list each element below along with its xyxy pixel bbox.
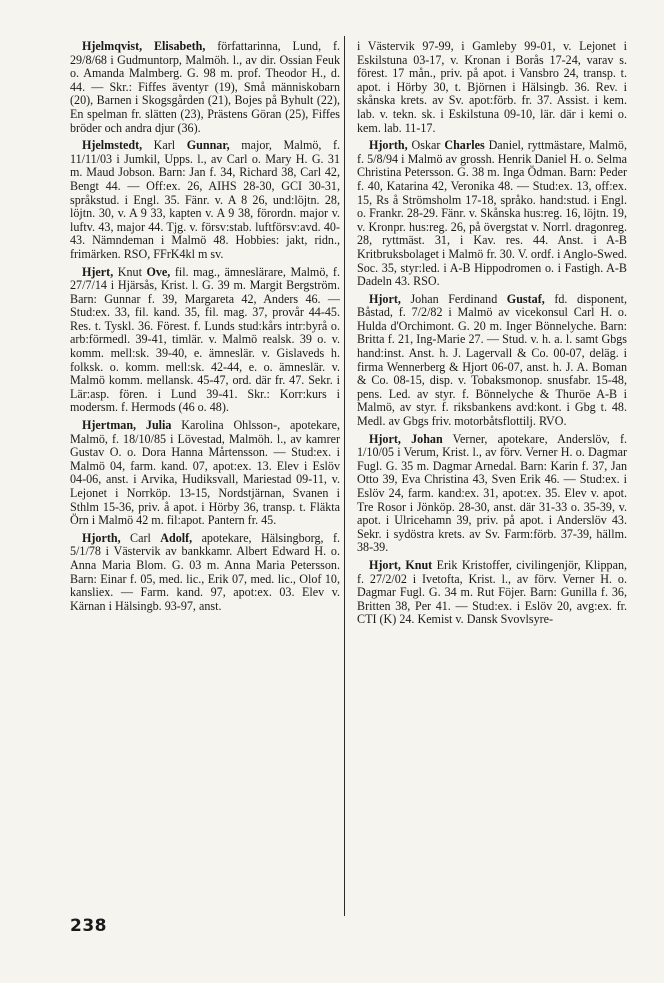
entry-hjort-gustaf — [357, 293, 627, 429]
right-column — [357, 40, 627, 631]
entry-text: fil. mag., ämneslärare, Malmö, f. 27/7/14 i Hjärsås, Krist. l. G. 39 m. Margit Bergström. Barn: Gunnar f. 39, Margareta 42, Anders 46. — Stud:ex. 33, fil. kand. 35, fil. mag. 37, provår 44-45. Res. t. Tyskl. 36. Förest. f. Lunds stud:kårs intr:byrå o. arb:förmedl. 39-41, timlär. v. Malmö realsk. 39 o. v. komm. mell:sk. 39-40, e. ämneslär. v. Gislaveds h. folksk. o. komm. mell:sk. 42-44, e. o. ämneslär. v. Malmö komm. mellansk. 45-47, ord. där fr. 47. Sekr. i Lär:asp. fören. i Lund 39-41. Skr.: Korr:kurs i modersm. f. Hermods (46 o. 48). — [70, 264, 340, 415]
entry-surname: Hjertman, Julia — [82, 418, 172, 433]
entry-surname: Hjort, — [369, 431, 401, 446]
entry-text: författarinna, Lund, f. 29/8/68 i Gudmuntorp, Malmöh. l., av dir. Ossian Feuk o. Amanda Malmberg. G. 98 m. prof. Theodor H., d. 44. — Skr.: Fiffes äventyr (19), Små människobarn (20), Barnen i Skogsgården (21), Bojes på Byhult (22), En spelman fr. slätten (23), Prästens Göran (25), Fiffes bröder och andra djur (36). — [70, 39, 341, 135]
entry-given-names: Carl — [130, 530, 151, 545]
entry-call-name: Charles — [444, 138, 485, 153]
entry-hjelmqvist — [70, 40, 340, 135]
left-column — [70, 40, 340, 617]
entry-continuation — [357, 40, 627, 135]
entry-call-name: Adolf, — [160, 530, 193, 545]
entry-surname: Hjorth, — [369, 138, 408, 153]
page-number: 238 — [70, 916, 107, 936]
entry-surname: Hjert, — [82, 264, 114, 279]
entry-hjort-johan — [357, 433, 627, 555]
entry-surname: Hjorth, — [82, 530, 121, 545]
entry-text: major, Malmö, f. 11/11/03 i Jumkil, Upps. l., av Carl o. Mary H. G. 31 m. Maud Jobson. Barn: Jan f. 34, Richard 38, Carl 42, Bengt 44. — Off:ex. 26, AIHS 28-30, GCI 30-31, språkstud. i Engl. 35. Fänr. v. A 8 26, und:löjtn. 28, löjtn. 30, v. A 9 33, kapten v. A 9 38, förordn. major v. luftv. 43, major 44. Tjg. v. försv:stab. luftförsv:avd. 40-43. Nämndeman i Malmö 48. Hobbies: jakt, ridn., frimärken. RSO, FFrK4kl m sv. — [70, 138, 341, 261]
entry-text: apotekare, Hälsingborg, f. 5/1/78 i Västervik av bankkamr. Albert Edward H. o. Anna Maria Blom. G. 03 m. Anna Maria Petersson. Barn: Einar f. 05, med. lic., Erik 07, med. lic., Olof 10, kansliex. — Farm. kand. 97, apot:ex. 03. Elev v. Kärnan i Hälsingb. 93-97, anst. — [70, 530, 340, 613]
entry-call-name: Gustaf, — [506, 291, 545, 306]
entry-given-names: Knut — [117, 264, 142, 279]
entry-given-names: Oskar — [411, 138, 441, 153]
entry-surname: Hjort, — [369, 557, 401, 572]
entry-hjort-knut — [357, 559, 627, 627]
entry-call-name: Ove, — [146, 264, 171, 279]
entry-surname: Hjort, — [369, 291, 401, 306]
entry-hjorth-adolf — [70, 532, 340, 614]
entry-text: Erik Kristoffer, civilingenjör, Klippan, f. 27/2/02 i Ivetofta, Krist. l., av förv. Verner H. o. Dagmar Fugl. G. 34 m. Rut Föjer. Barn: Gunilla f. 36, Britten 38, Per 41. — Stud:ex. i Eslöv 20, avg:ex. fr. CTI (K) 24. Kemist v. Dansk Svovlsyre- — [357, 557, 628, 627]
entry-surname: Hjelmqvist, Elisabeth, — [82, 39, 206, 53]
column-divider — [344, 36, 345, 916]
entry-surname: Hjelmstedt, — [82, 138, 143, 153]
entry-call-name: Gunnar, — [186, 138, 230, 153]
entry-hjert — [70, 266, 340, 416]
entry-hjelmstedt — [70, 139, 340, 261]
entry-text: fd. disponent, Båstad, f. 7/2/82 i Malmö av vicekonsul Carl H. o. Hulda d'Orchimont. G. 20 m. Inger Bönnelyche. Barn: Britta f. 21, Ing-Marie 27. — Stud. v. h. a. l. samt Gbgs hand:inst. Anst. h. J. Lagervall & Co. 00-07, deläg. i firma Wennerberg & Hjort 06-07, anst. h. J. A. Boman & Co. 08-15, disp. v. Tobaksmonop. snusfabr. 15-48, pens. Led. av styr. f. Bönnelyche & Thuröe A-B i Malmö, av styr. f. riksbankens avd:kont. i Gbg t. 48. Medl. av Gbgs friv. motorbåtsflottilj. RVO. — [357, 291, 627, 429]
entry-hjorth-charles — [357, 139, 627, 289]
entry-given-names: Karl — [153, 138, 176, 153]
entry-call-name: Knut — [405, 557, 433, 572]
entry-given-names: Johan Ferdinand — [410, 291, 498, 306]
entry-call-name: Johan — [411, 431, 443, 446]
entry-text: Daniel, ryttmästare, Malmö, f. 5/8/94 i Malmö av grossh. Henrik Daniel H. o. Selma Christina Petersson. G. 38 m. Inga Ödman. Barn: Peder f. 40, Katarina 42, Veronika 48. — Stud:ex. 13, off:ex. 15, Rs å Strömsholm 17-18, språko. hand:stud. i Engl. o. Frankr. 28-29. Fänr. v. Skånska hus:reg. 16, löjtn. 19, v. Kronpr. hus:reg. 26, på övergstat v. Norrl. dragonreg. 28, ryttmäst. 31, i Kav. res. 44. Anst. i A-B Kritbruksbolaget i Malmö fr. 30. V. ordf. i Anglo-Swed. Soc. 35, styr:led. i A-B Hippodromen o. i Fastigh. A-B Dadeln 43. RSO. — [357, 138, 627, 289]
entry-text: Verner, apotekare, Anderslöv, f. 1/10/05 i Verum, Krist. l., av förv. Verner H. o. Dagmar Fugl. G. 35 m. Dagmar Arnedal. Barn: Karin f. 37, Jan Otto 39, Eva Christina 43, Sven Erik 46. — Stud:ex. i Eslöv 24, farm. kand:ex. 31, apot:ex. 35. Elev v. apot. Tre Rosor i Jönköp. 28-30, anst. där 31-33 o. 35-39, v. apot. i Ulricehamn 39, priv. på apot. i Anderslöv 43. Sekr. i sydöstra krets. av Sv. Farm:förb. 37-39, hällm. 38-39. — [357, 431, 627, 555]
entry-text: Karolina Ohlsson-, apotekare, Malmö, f. 18/10/85 i Lövestad, Malmöh. l., av kamrer Gustav O. o. Dora Hanna Mårtensson. — Stud:ex. i Malmö 04, farm. kand. 07, apot:ex. 13. Elev i Eslöv 04-06, anst. i Arvika, Hudiksvall, Mariestad 09-11, v. Lejonet i Norrköp. 13-15, Nordstjärnan, Svanen i Sthlm 15-36, priv. å apot. i Hörby 36, transp. t. Fläkta Örn i Malmö 42 m. fil:apot. Pantern fr. 45. — [70, 418, 340, 528]
entry-text: i Västervik 97-99, i Gamleby 99-01, v. Lejonet i Eskilstuna 03-17, v. Kronan i Borås 17-24, varav s. förest. 17 mån., priv. på apot. i Vansbro 24, transp. t. apot. i Hörby 30, t. Björnen i Hälsingb. 36. Rev. i skånska krets. av Sv. apot:förb. fr. 37. Assist. i kem. lab. v. tekn. sk. i Eskilstuna 09-10, lär. där i kemi o. kem. lab. 11-17. — [357, 39, 627, 135]
entry-hjertman — [70, 419, 340, 528]
